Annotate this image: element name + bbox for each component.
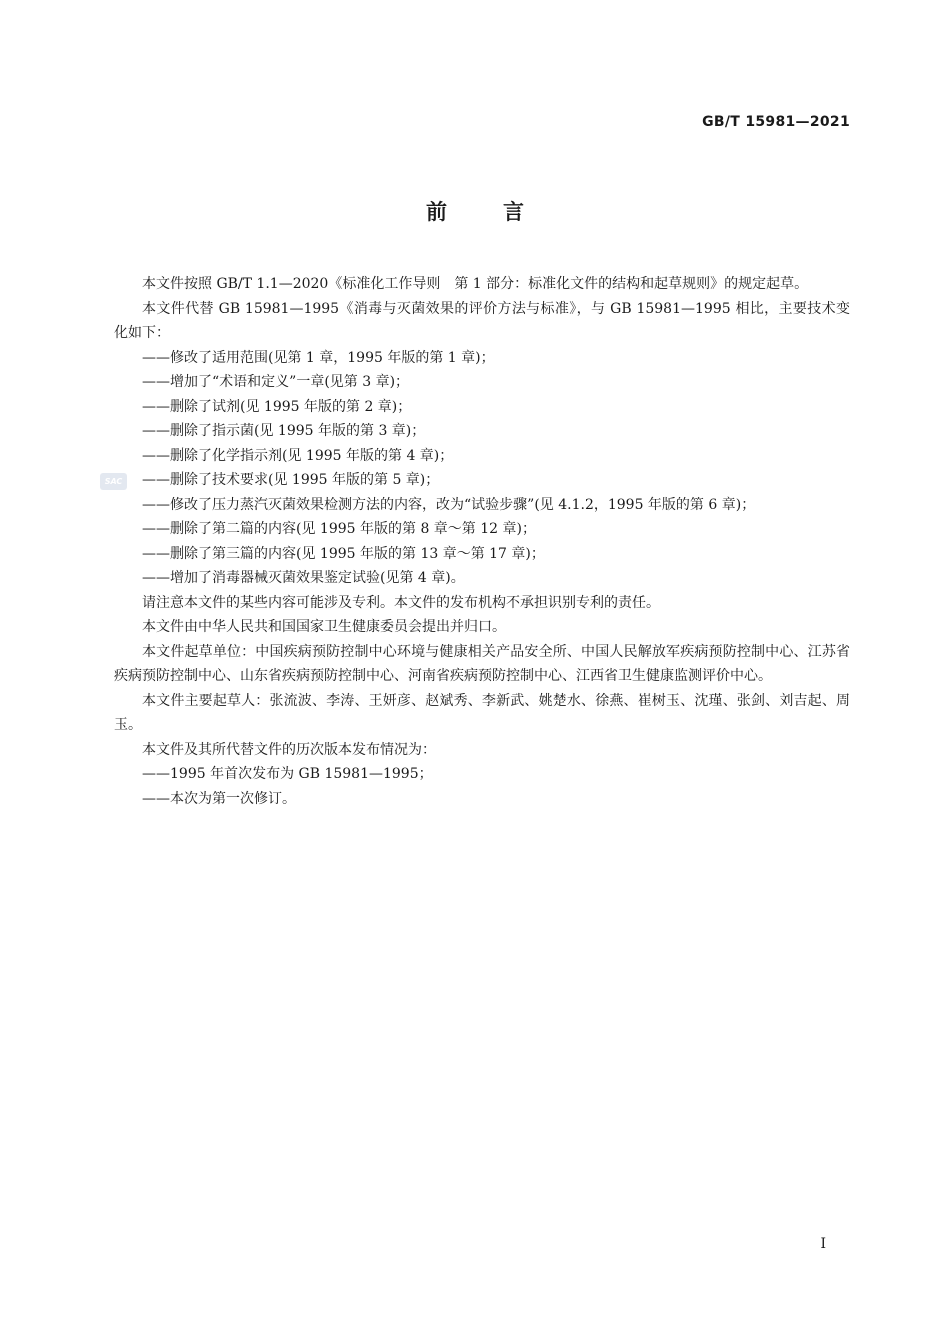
list-item: ——删除了试剂(见 1995 年版的第 2 章)；: [142, 398, 412, 415]
list-item: ——删除了技术要求(见 1995 年版的第 5 章)；: [142, 472, 440, 488]
list-item: ——修改了压力蒸汽灭菌效果检测方法的内容，改为“试验步骤”(见 4.1.2，1995 年版的第 6 章)；: [142, 496, 756, 513]
standard-code: GB/T 15981—2021: [702, 114, 850, 130]
list-item: ——删除了第二篇的内容(见 1995 年版的第 8 章～第 12 章)；: [142, 521, 536, 537]
paragraph-drafters: 本文件主要起草人：张流波、李涛、王妍彦、赵斌秀、李新武、姚楚水、徐燕、崔树玉、沈瑾、张剑、刘吉起、周玉。: [114, 692, 850, 733]
list-item: ——删除了化学指示剂(见 1995 年版的第 4 章)；: [142, 447, 454, 464]
sac-watermark-logo: SAC: [100, 473, 127, 490]
paragraph-version-history: 本文件及其所代替文件的历次版本发布情况为：: [142, 741, 436, 758]
page-number: I: [820, 1236, 826, 1252]
foreword-body: [114, 272, 850, 811]
list-item: ——增加了消毒器械灭菌效果鉴定试验(见第 4 章)。: [142, 570, 465, 586]
version-history-list: [114, 762, 850, 811]
list-item: ——1995 年首次发布为 GB 15981—1995；: [142, 766, 433, 782]
list-item: ——本次为第一次修订。: [142, 790, 296, 807]
list-item: ——删除了第三篇的内容(见 1995 年版的第 13 章～第 17 章)；: [142, 545, 545, 562]
paragraph-replacement: 本文件代替 GB 15981—1995《消毒与灭菌效果的评价方法与标准》，与 GB 15981—1995 相比，主要技术变化如下：: [114, 300, 850, 341]
list-item: ——修改了适用范围(见第 1 章，1995 年版的第 1 章)；: [142, 349, 495, 366]
paragraph-drafting-units: 本文件起草单位：中国疾病预防控制中心环境与健康相关产品安全所、中国人民解放军疾病预防控制中心、江苏省疾病预防控制中心、山东省疾病预防控制中心、河南省疾病预防控制中心、江西省卫生健康监测评价中心。: [114, 643, 850, 684]
list-item: ——增加了“术语和定义”一章(见第 3 章)；: [142, 374, 410, 390]
paragraph-proposer: 本文件由中华人民共和国国家卫生健康委员会提出并归口。: [142, 619, 506, 635]
paragraph-drafting-rules: 本文件按照 GB/T 1.1—2020《标准化工作导则 第 1 部分：标准化文件的结构和起草规则》的规定起草。: [142, 276, 809, 292]
page-title: 前言: [426, 200, 580, 224]
paragraph-patent-notice: 请注意本文件的某些内容可能涉及专利。本文件的发布机构不承担识别专利的责任。: [142, 594, 660, 611]
list-item: ——删除了指示菌(见 1995 年版的第 3 章)；: [142, 423, 426, 439]
technical-changes-list: [114, 346, 850, 591]
